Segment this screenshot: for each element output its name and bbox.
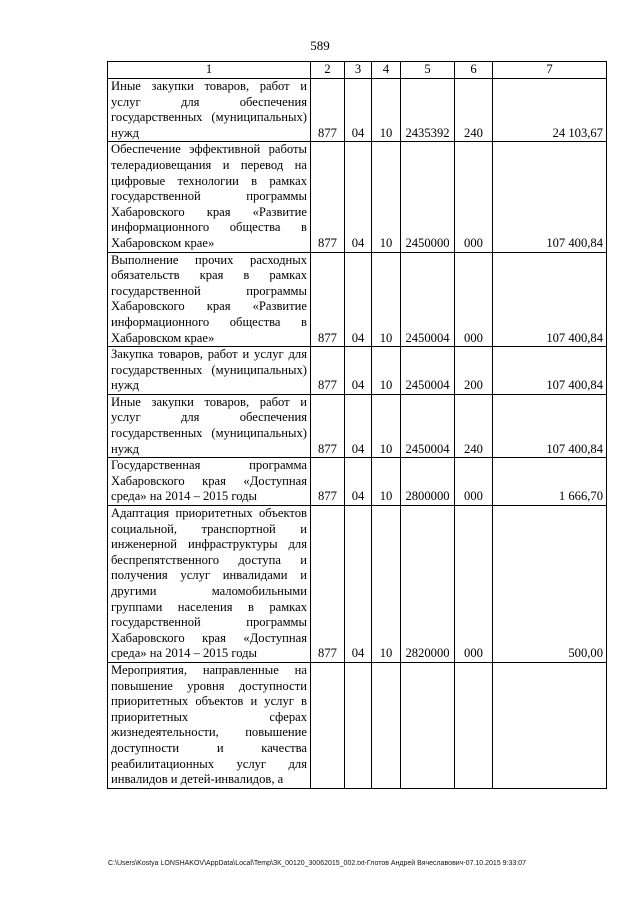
col6-cell: 000 xyxy=(455,506,493,663)
col5-cell: 2820000 xyxy=(401,506,455,663)
col5-cell: 2450004 xyxy=(401,252,455,347)
row-name-cell: Иные закупки товаров, работ и услуг для обеспечения государственных (муниципальных) нужд xyxy=(108,79,311,142)
col3-cell: 04 xyxy=(345,506,372,663)
col5-cell: 2800000 xyxy=(401,458,455,506)
col6-cell: 240 xyxy=(455,79,493,142)
amount-cell: 107 400,84 xyxy=(493,394,607,457)
table-row xyxy=(108,142,607,252)
table-row xyxy=(108,394,607,457)
col6-cell xyxy=(455,662,493,788)
col5-cell: 2450000 xyxy=(401,142,455,252)
col6-cell: 000 xyxy=(455,142,493,252)
row-name-cell: Адаптация приоритетных объектов социальной, транспортной и инженерной инфраструктуры для беспрепятственного доступа и получения услуг инвалидами и другими маломобильными группами населения в рамках государственной программы Хабаровского края «Доступная среда» на 2014 – 2015 годы xyxy=(108,506,311,663)
col2-cell: 877 xyxy=(311,79,345,142)
col6-cell: 000 xyxy=(455,458,493,506)
table-row xyxy=(108,458,607,506)
col2-cell: 877 xyxy=(311,142,345,252)
column-header: 6 xyxy=(455,62,493,79)
col4-cell: 10 xyxy=(372,458,401,506)
col3-cell: 04 xyxy=(345,79,372,142)
col2-cell: 877 xyxy=(311,458,345,506)
col2-cell xyxy=(311,662,345,788)
col4-cell: 10 xyxy=(372,79,401,142)
col3-cell: 04 xyxy=(345,252,372,347)
col6-cell: 200 xyxy=(455,347,493,395)
col4-cell: 10 xyxy=(372,506,401,663)
col2-cell: 877 xyxy=(311,252,345,347)
header-row xyxy=(108,62,607,79)
row-name-cell: Обеспечение эффективной работы телерадиовещания и перевод на цифровые технологии в рамках государственной программы Хабаровского края «Развитие информационного общества в Хабаровском крае» xyxy=(108,142,311,252)
amount-cell: 107 400,84 xyxy=(493,347,607,395)
col5-cell xyxy=(401,662,455,788)
amount-cell: 107 400,84 xyxy=(493,252,607,347)
amount-cell: 24 103,67 xyxy=(493,79,607,142)
row-name-cell: Закупка товаров, работ и услуг для государственных (муниципальных) нужд xyxy=(108,347,311,395)
table-row xyxy=(108,347,607,395)
row-name-cell: Иные закупки товаров, работ и услуг для обеспечения государственных (муниципальных) нужд xyxy=(108,394,311,457)
row-name-cell: Мероприятия, направленные на повышение уровня доступности приоритетных объектов и услуг в приоритетных сферах жизнедеятельности, повышение доступности и качества реабилитационных услуг для инвалидов и детей-инвалидов, а xyxy=(108,662,311,788)
col5-cell: 2450004 xyxy=(401,394,455,457)
table-row xyxy=(108,662,607,788)
column-header: 7 xyxy=(493,62,607,79)
col6-cell: 240 xyxy=(455,394,493,457)
col3-cell: 04 xyxy=(345,142,372,252)
col2-cell: 877 xyxy=(311,394,345,457)
amount-cell: 107 400,84 xyxy=(493,142,607,252)
col3-cell: 04 xyxy=(345,394,372,457)
col4-cell: 10 xyxy=(372,142,401,252)
table-row xyxy=(108,506,607,663)
column-header: 1 xyxy=(108,62,311,79)
col5-cell: 2435392 xyxy=(401,79,455,142)
column-header: 2 xyxy=(311,62,345,79)
column-header: 3 xyxy=(345,62,372,79)
table-row xyxy=(108,252,607,347)
column-header: 5 xyxy=(401,62,455,79)
col2-cell: 877 xyxy=(311,347,345,395)
col4-cell: 10 xyxy=(372,252,401,347)
page-number: 589 xyxy=(310,38,330,53)
col3-cell: 04 xyxy=(345,458,372,506)
col4-cell: 10 xyxy=(372,394,401,457)
table-row xyxy=(108,79,607,142)
amount-cell xyxy=(493,662,607,788)
col6-cell: 000 xyxy=(455,252,493,347)
file-path-footer: C:\Users\Kostya LONSHAKOV\AppData\Local\Temp\ЗК_00120_30062015_002.txt-Глотов Андрей Вячеславович-07.10.2015 9:33:07 xyxy=(108,860,527,867)
row-name-cell: Государственная программа Хабаровского края «Доступная среда» на 2014 – 2015 годы xyxy=(108,458,311,506)
col2-cell: 877 xyxy=(311,506,345,663)
budget-table xyxy=(107,61,607,789)
amount-cell: 1 666,70 xyxy=(493,458,607,506)
col4-cell: 10 xyxy=(372,347,401,395)
col4-cell xyxy=(372,662,401,788)
amount-cell: 500,00 xyxy=(493,506,607,663)
col5-cell: 2450004 xyxy=(401,347,455,395)
col3-cell: 04 xyxy=(345,347,372,395)
column-header: 4 xyxy=(372,62,401,79)
col3-cell xyxy=(345,662,372,788)
row-name-cell: Выполнение прочих расходных обязательств края в рамках государственной программы Хабаровского края «Развитие информационного общества в Хабаровском крае» xyxy=(108,252,311,347)
